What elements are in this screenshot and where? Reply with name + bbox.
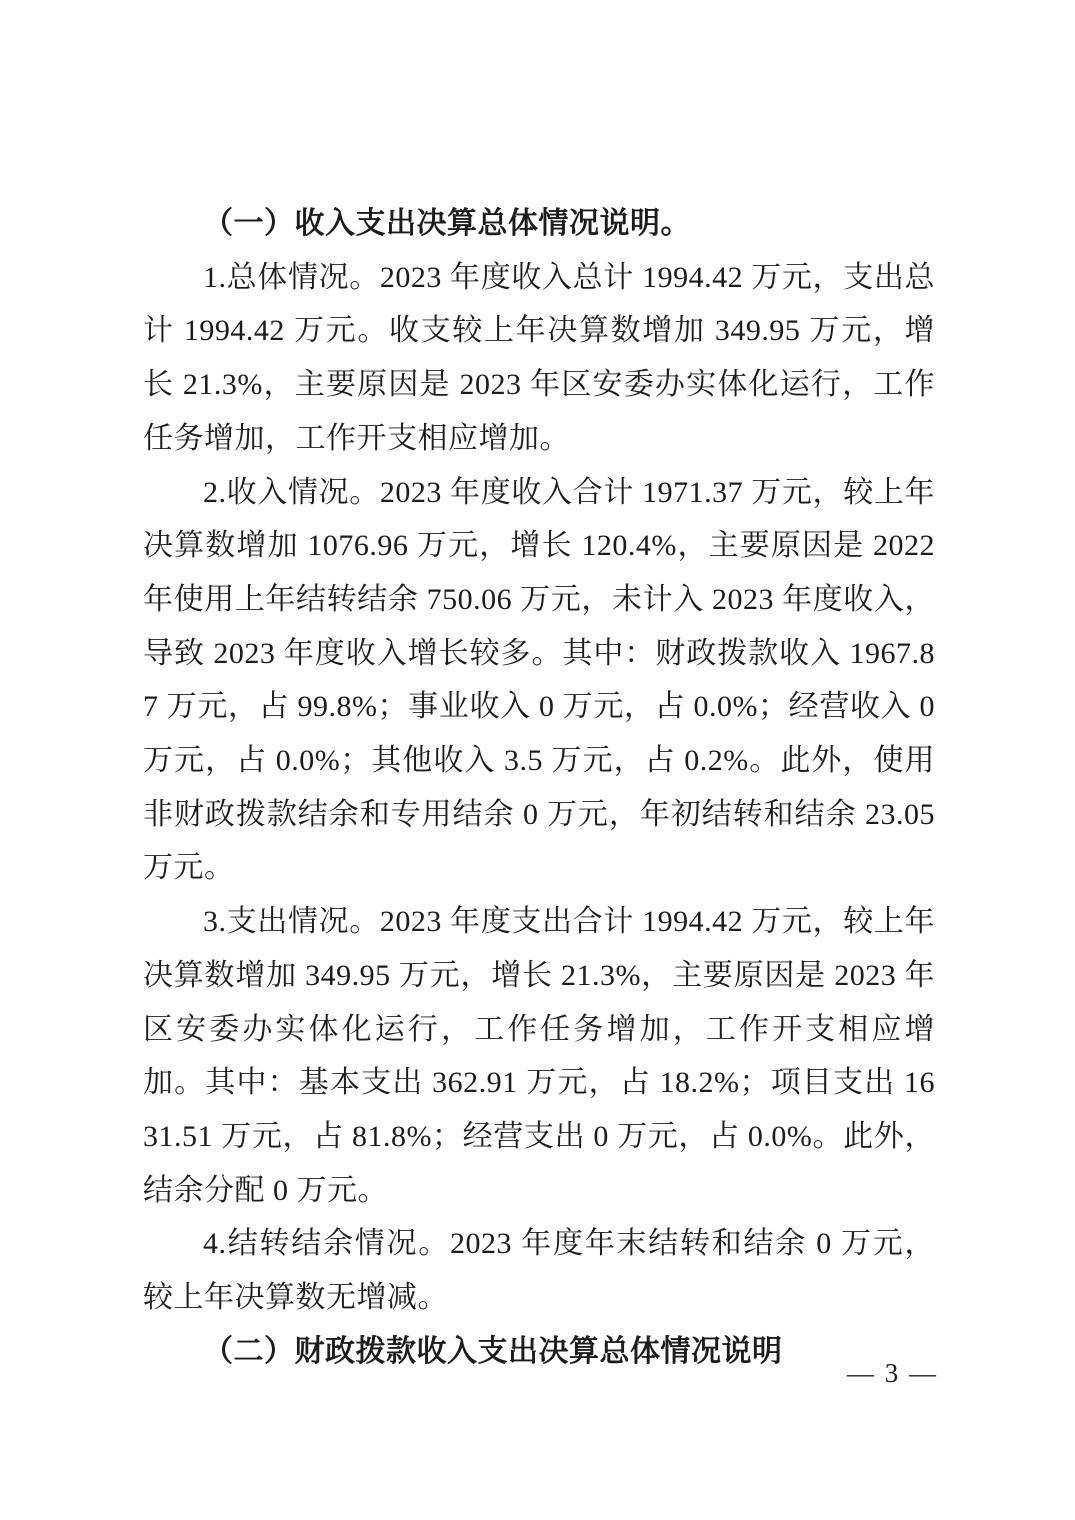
paragraph-overall-situation: 1.总体情况。2023 年度收入总计 1994.42 万元，支出总计 1994.42 万元。收支较上年决算数增加 349.95 万元，增长 21.3%，主要原因是 2023 年区安委办实体化运行，工作任务增加，工作开支相应增加。 bbox=[143, 260, 935, 455]
paragraph-carryover-balance-situation: 4.结转结余情况。2023 年度年末结转和结余 0 万元，较上年决算数无增减。 bbox=[143, 1227, 935, 1315]
section-heading-revenue-expenditure-overview: （一）收入支出决算总体情况说明。 bbox=[203, 207, 691, 240]
paragraph-expenditure-situation: 3.支出情况。2023 年度支出合计 1994.42 万元，较上年决算数增加 349.95 万元，增长 21.3%，主要原因是 2023 年区安委办实体化运行，工作任务增加，工作开支相应增加。其中：基本支出 362.91 万元，占 18.2%；项目支出 1631.51 万元，占 81.8%；经营支出 0 万元，占 0.0%。此外，结余分配 0 万元。 bbox=[143, 905, 935, 1207]
section-heading-fiscal-appropriation-overview: （二）财政拨款收入支出决算总体情况说明 bbox=[203, 1334, 783, 1368]
paragraph-income-situation: 2.收入情况。2023 年度收入合计 1971.37 万元，较上年决算数增加 1076.96 万元，增长 120.4%，主要原因是 2022 年使用上年结转结余 750.06 万元，未计入 2023 年度收入，导致 2023 年度收入增长较多。其中：财政拨款收入 1967.87 万元，占 99.8%；事业收入 0 万元，占 0.0%；经营收入 0 万元，占 0.0%；其他收入 3.5 万元，占 0.2%。此外，使用非财政拨款结余和专用结余 0 万元，年初结转和结余 23.05 万元。 bbox=[143, 475, 935, 885]
document-body bbox=[143, 197, 935, 1378]
page-number: — 3 — bbox=[847, 1358, 938, 1388]
